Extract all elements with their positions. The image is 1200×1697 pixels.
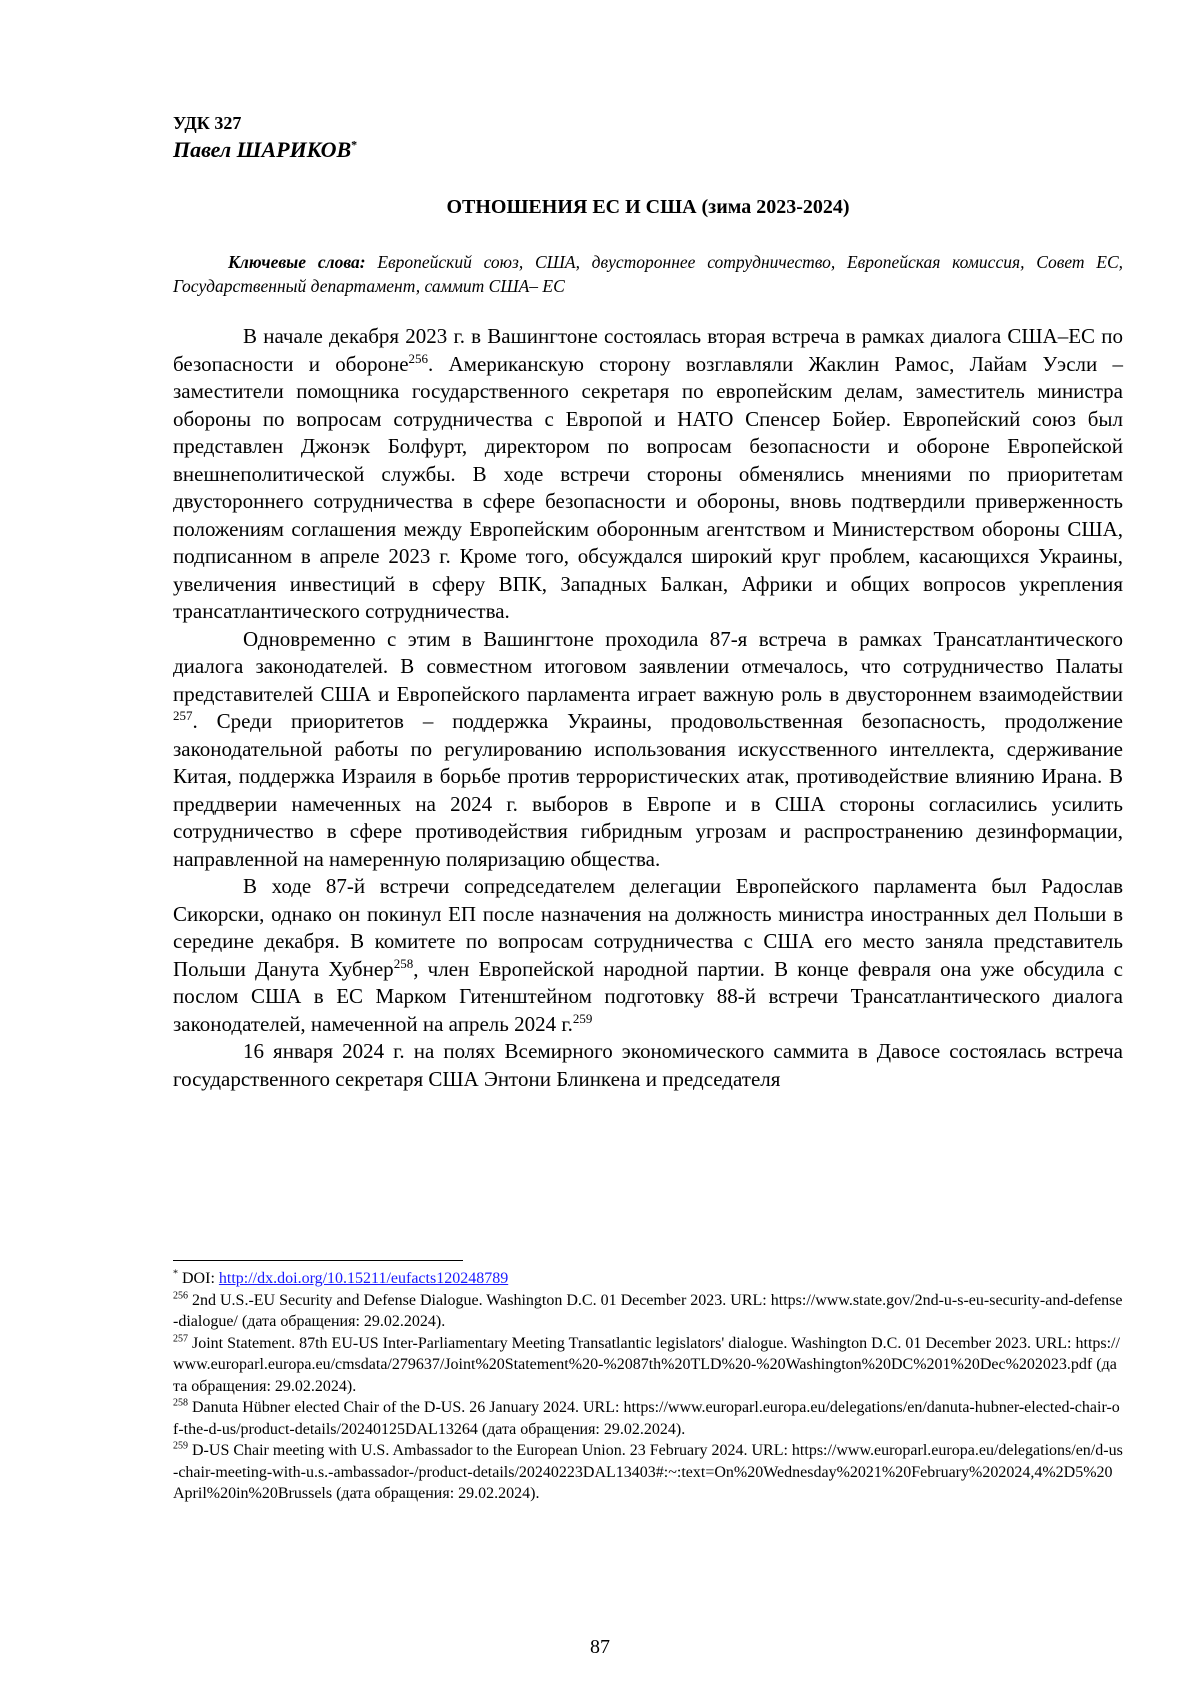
footnote-doi-label: DOI:: [178, 1270, 219, 1287]
footnote-259-number: 259: [173, 1440, 188, 1452]
paragraph-2: [173, 626, 1123, 874]
footnote-ref-258[interactable]: 258: [393, 955, 414, 971]
page-number: 87: [590, 1636, 610, 1658]
paragraph-3-text-a: В ходе 87-й встречи сопредседателем делегации Европейского парламента был Радослав Сикорски, однако он покинул ЕП после назначения на должность министра иностранных дел Польши в середине декабря. В комитете по вопросам сотрудничества с США его место заняла представитель Польши Данута Хубнер: [173, 874, 1123, 981]
footnote-257-text: Joint Statement. 87th EU-US Inter-Parliamentary Meeting Transatlantic legislators' dialogue. Washington D.C. 01 December 2023. URL: https://www.europarl.europa.eu/cmsdata/279637/Joint%20Statement%20-%2087th%20TLD%20-%20Washington%20DC%201%20Dec%202023.pdf (дата обращения: 29.02.2024).: [173, 1334, 1120, 1395]
footnote-256-number: 256: [173, 1290, 188, 1302]
footnote-ref-257[interactable]: 257: [173, 708, 193, 723]
footnote-259: [173, 1440, 1123, 1505]
udc-code: УДК 327: [173, 113, 242, 133]
footnote-doi-mark: *: [173, 1268, 178, 1280]
article-body: [173, 323, 1123, 1093]
paragraph-3-text-b: , член Европейской народной партии. В конце февраля она уже обсудила с послом США в ЕС Марком Гитенштейном подготовку 88-й встречи Трансатлантического диалога законодателей, намеченной на апрель 2024 г.: [173, 956, 1123, 1036]
footnote-doi: [173, 1268, 1123, 1290]
footnote-256-text: 2nd U.S.-EU Security and Defense Dialogue. Washington D.C. 01 December 2023. URL: https://www.state.gov/2nd-u-s-eu-security-and-defense-dialogue/ (дата обращения: 29.02.2024).: [173, 1291, 1123, 1330]
paragraph-2-text-b: . Среди приоритетов – поддержка Украины, продовольственная безопасность, продолжение законодательной работы по регулированию использования искусственного интеллекта, сдерживание Китая, поддержка Израиля в борьбе против террористических атак, противодействие влиянию Ирана. В преддверии намеченных на 2024 г. выборов в Европе и в США стороны согласились усилить сотрудничество в сфере противодействия гибридным угрозам и распространению дезинформации, направленной на намеренную поляризацию общества.: [173, 709, 1123, 871]
keywords-label: Ключевые слова:: [228, 252, 366, 272]
paragraph-1: [173, 323, 1123, 626]
article-title: ОТНОШЕНИЯ ЕС И США (зима 2023-2024): [446, 196, 850, 218]
paragraph-1-text-a: В начале декабря 2023 г. в Вашингтоне состоялась вторая встреча в рамках диалога США–ЕС по безопасности и обороне: [173, 324, 1123, 376]
footnote-258: [173, 1397, 1123, 1440]
footnotes: [173, 1268, 1123, 1505]
paragraph-3: [173, 873, 1123, 1038]
author-name-text: Павел ШАРИКОВ: [173, 137, 352, 162]
footnote-ref-256[interactable]: 256: [408, 350, 429, 366]
footnote-259-text: D-US Chair meeting with U.S. Ambassador to the European Union. 23 February 2024. URL: https://www.europarl.europa.eu/delegations/en/d-us-chair-meeting-with-u.s.-ambassador-/product-details/20240223DAL13403#:~:text=On%20Wednesday%2021%20February%202024,4%2D5%20April%20in%20Brussels (дата обращения: 29.02.2024).: [173, 1442, 1123, 1502]
footnote-258-number: 258: [173, 1397, 188, 1409]
footnote-separator: [173, 1260, 463, 1261]
author-footnote-mark: *: [351, 137, 358, 152]
footnote-ref-259[interactable]: 259: [572, 1010, 593, 1026]
paragraph-4: 16 января 2024 г. на полях Всемирного экономического саммита в Давосе состоялась встреча государственного секретаря США Энтони Блинкена и председателя: [173, 1039, 1123, 1091]
footnote-258-text: Danuta Hübner elected Chair of the D-US. 26 January 2024. URL: https://www.europarl.europa.eu/delegations/en/danuta-hubner-elected-chair-of-the-d-us/product-details/20240125DAL13264 (дата обращения: 29.02.2024).: [173, 1399, 1120, 1438]
keywords-text: Европейский союз, США, двустороннее сотрудничество, Европейская комиссия, Совет ЕС, Государственный департамент, саммит США– ЕС: [173, 252, 1123, 296]
footnote-257: [173, 1333, 1123, 1398]
footnote-257-number: 257: [173, 1333, 188, 1345]
paragraph-2-text-a: Одновременно с этим в Вашингтоне проходила 87-я встреча в рамках Трансатлантического диалога законодателей. В совместном итоговом заявлении отмечалось, что сотрудничество Палаты представителей США и Европейского парламента играет важную роль в двустороннем взаимодействии: [173, 626, 1123, 706]
keywords: [173, 250, 1123, 298]
paragraph-1-text-b: . Американскую сторону возглавляли Жаклин Рамос, Лайам Уэсли – заместители помощника государственного секретаря по европейским делам, заместитель министра обороны по вопросам сотрудничества с Европой и НАТО Спенсер Бойер. Европейский союз был представлен Джонэк Болфурт, директором по вопросам безопасности и обороне Европейской внешнеполитической службы. В ходе встречи стороны обменялись мнениями по приоритетам двустороннего сотрудничества в сфере безопасности и обороны, вновь подтвердили приверженность положениям соглашения между Европейским оборонным агентством и Министерством обороны США, подписанном в апреле 2023 г. Кроме того, обсуждался широкий круг проблем, касающихся Украины, увеличения инвестиций в сферу ВПК, Западных Балкан, Африки и общих вопросов укрепления трансатлантического сотрудничества.: [173, 351, 1123, 623]
footnote-256: [173, 1290, 1123, 1333]
author-name: [173, 137, 357, 163]
doi-link[interactable]: http://dx.doi.org/10.15211/eufacts120248789: [218, 1270, 509, 1287]
